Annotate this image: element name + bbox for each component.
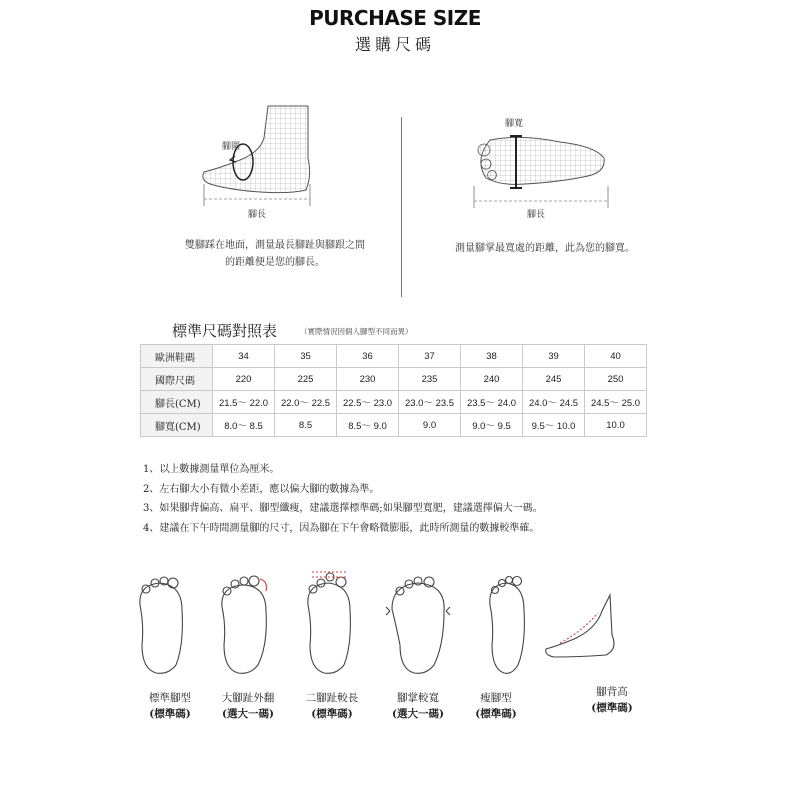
table-cell: 39 bbox=[523, 345, 585, 368]
table-cell: 9.0 bbox=[399, 414, 461, 437]
note-item: 4、建議在下午時間測量腳的尺寸，因為腳在下午會略微膨脹，此時所測量的數據較準確。 bbox=[143, 522, 540, 534]
left-caption-line2: 的距離便是您的腳長。 bbox=[225, 257, 325, 268]
table-cell: 22.0～ 22.5 bbox=[275, 391, 337, 414]
table-cell: 23.0～ 23.5 bbox=[399, 391, 461, 414]
table-cell: 8.5～ 9.0 bbox=[337, 414, 399, 437]
table-cell: 35 bbox=[275, 345, 337, 368]
table-cell: 9.5～ 10.0 bbox=[523, 414, 585, 437]
table-cell: 40 bbox=[585, 345, 647, 368]
notes-list bbox=[143, 460, 543, 538]
foot-type-high-instep bbox=[572, 684, 652, 716]
size-table-title: 標準尺碼對照表 bbox=[172, 322, 278, 340]
note-item: 3、如果腳背偏高、扁平、腳型纖瘦，建議選擇標準碼;如果腳型寬肥，建議選擇偏大一碼。 bbox=[143, 503, 543, 514]
table-cell: 36 bbox=[337, 345, 399, 368]
table-cell: 21.5～ 22.0 bbox=[213, 391, 275, 414]
table-cell: 240 bbox=[461, 368, 523, 391]
foot-type-standard bbox=[130, 690, 210, 722]
foot-type-advice: (選大一碼) bbox=[392, 708, 444, 720]
high-instep-foot-icon bbox=[546, 595, 614, 657]
note-item: 1、以上數據測量單位為厘米。 bbox=[143, 464, 280, 475]
slim-foot-icon bbox=[490, 577, 525, 674]
foot-type-name: 腳掌較寬 bbox=[397, 692, 439, 704]
foot-type-bunion bbox=[208, 690, 288, 722]
row-header: 歐洲鞋碼 bbox=[141, 345, 213, 368]
foot-length-label-right: 腳長 bbox=[527, 210, 546, 220]
table-cell: 24.5～ 25.0 bbox=[585, 391, 647, 414]
left-caption bbox=[160, 237, 390, 271]
wide-foot-icon bbox=[386, 577, 450, 673]
foot-type-advice: (標準碼) bbox=[149, 708, 191, 720]
row-header: 腳長(CM) bbox=[141, 391, 213, 414]
table-cell: 10.0 bbox=[585, 414, 647, 437]
table-cell: 22.5～ 23.0 bbox=[337, 391, 399, 414]
foot-top-illustration bbox=[470, 120, 615, 210]
table-row bbox=[141, 368, 647, 391]
foot-type-name: 腳背高 bbox=[596, 686, 628, 698]
section-divider bbox=[401, 117, 402, 297]
table-cell: 38 bbox=[461, 345, 523, 368]
table-cell: 220 bbox=[213, 368, 275, 391]
page-subtitle: 選購尺碼 bbox=[354, 35, 435, 54]
long-second-toe-foot-icon bbox=[308, 572, 351, 673]
foot-type-long-second-toe bbox=[292, 690, 372, 722]
foot-length-label-left: 腳長 bbox=[248, 210, 267, 220]
table-cell: 230 bbox=[337, 368, 399, 391]
size-table bbox=[140, 344, 647, 437]
table-cell: 225 bbox=[275, 368, 337, 391]
foot-type-name: 二腳趾較長 bbox=[305, 692, 359, 704]
foot-circumference-label: 腳圍 bbox=[222, 142, 241, 152]
table-cell: 250 bbox=[585, 368, 647, 391]
foot-type-wide bbox=[378, 690, 458, 722]
table-cell: 34 bbox=[213, 345, 275, 368]
foot-type-advice: (標準碼) bbox=[591, 702, 633, 714]
size-table-note: （實際情況因個人腳型不同而異） bbox=[300, 327, 413, 336]
page-title: PURCHASE SIZE bbox=[309, 6, 481, 30]
table-cell: 245 bbox=[523, 368, 585, 391]
table-cell: 8.0～ 8.5 bbox=[213, 414, 275, 437]
foot-type-advice: (選大一碼) bbox=[222, 708, 274, 720]
foot-types-illustration bbox=[130, 565, 660, 685]
table-row bbox=[141, 391, 647, 414]
bunion-foot-icon bbox=[222, 576, 267, 673]
left-caption-line1: 雙腳踩在地面，測量最長腳趾與腳跟之間 bbox=[185, 240, 365, 251]
right-caption: 測量腳掌最寬處的距離，此為您的腳寬。 bbox=[455, 243, 635, 254]
table-cell: 37 bbox=[399, 345, 461, 368]
table-row bbox=[141, 345, 647, 368]
row-header: 國際尺碼 bbox=[141, 368, 213, 391]
foot-side-illustration bbox=[190, 98, 330, 218]
foot-type-advice: (標準碼) bbox=[311, 708, 353, 720]
foot-type-name: 瘦腳型 bbox=[480, 692, 512, 704]
note-item: 2、左右腳大小有微小差距，應以偏大腳的數據為準。 bbox=[143, 483, 380, 495]
table-row bbox=[141, 414, 647, 437]
foot-type-slim bbox=[456, 690, 536, 722]
foot-type-name: 標準腳型 bbox=[149, 692, 191, 704]
table-cell: 23.5～ 24.0 bbox=[461, 391, 523, 414]
table-cell: 8.5 bbox=[275, 414, 337, 437]
foot-type-name: 大腳趾外翻 bbox=[221, 692, 275, 704]
row-header: 腳寬(CM) bbox=[141, 414, 213, 437]
table-cell: 9.0～ 9.5 bbox=[461, 414, 523, 437]
standard-foot-icon bbox=[140, 577, 183, 673]
table-cell: 235 bbox=[399, 368, 461, 391]
table-cell: 24.0～ 24.5 bbox=[523, 391, 585, 414]
foot-width-label: 腳寬 bbox=[505, 119, 524, 129]
foot-type-advice: (標準碼) bbox=[475, 708, 517, 720]
